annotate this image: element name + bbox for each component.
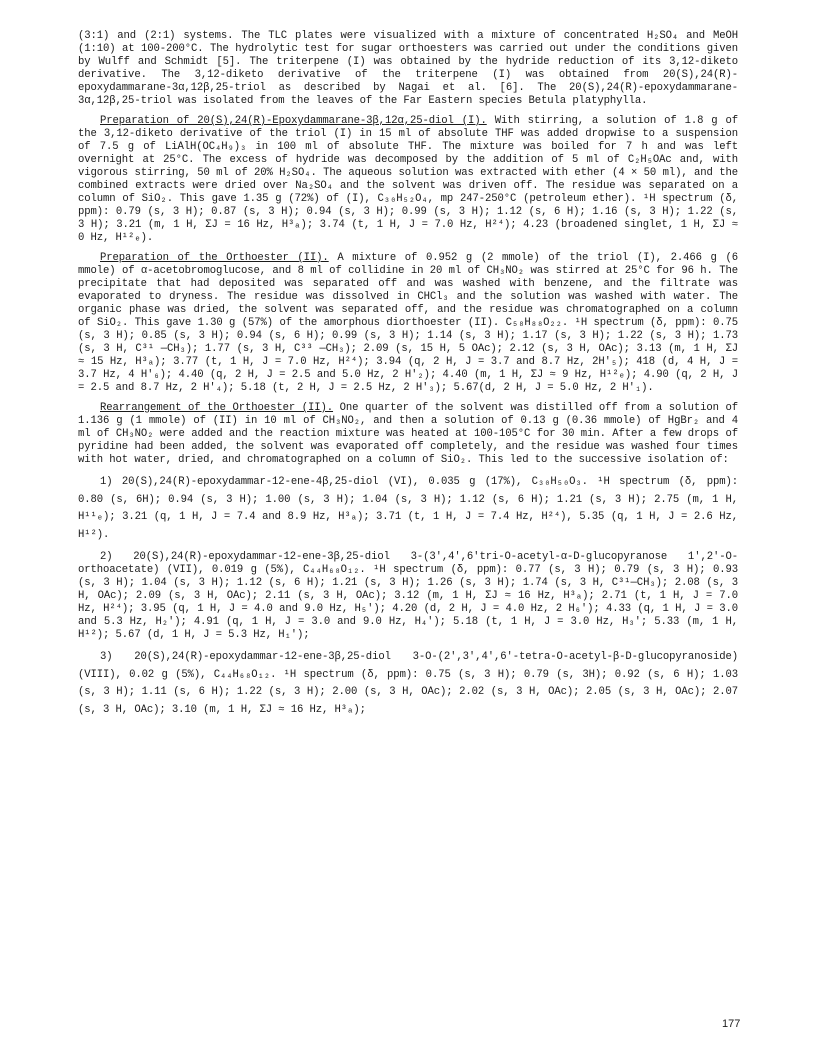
section-preparation-orthoester <box>78 252 738 395</box>
list-item: 3) 20(S),24(R)-epoxydammar-12-ene-3β,25-diol 3-O-(2′,3′,4′,6′-tetra-O-acetyl-β-D-glucopyranoside) (VIII), 0.02 g (5%), C₄₄H₆₈O₁₂. ¹H spectrum (δ, ppm): 0.75 (s, 3 H); 0.79 (s, 3H); 0.92 (s, 6 H); 1.03 (s, 3 H); 1.11 (s, 6 H); 1.22 (s, 3 H); 2.00 (s, 3 H, OAc); 2.02 (s, 3 H, OAc); 2.05 (s, 3 H, OAc); 2.07 (s, 3 H, OAc); 3.10 (m, 1 H, ΣJ ≈ 16 Hz, H³ₐ); <box>78 651 738 716</box>
section-heading: Preparation of the Orthoester (II). <box>100 252 329 264</box>
section-body: With stirring, a solution of 1.8 g of the 3,12-diketo derivative of the triol (I) in 15 ml of absolute THF was added dropwise to a suspension of 7.5 g of LiAlH(OC₄H₉)₃ in 100 ml of absolute THF. The mixture was boiled for 7 h and was left overnight at 25°C. The excess of hydride was decomposed by the addition of 5 ml of C₂H₅OAc and, with vigorous stirring, 50 ml of 20% H₂SO₄. The aqueous solution was extracted with ether (4 × 50 ml), and the combined extracts were dried over Na₂SO₄ and the solvent was driven off. The residue was separated on a column of SiO₂. This gave 1.35 g (72%) of (I), C₃₀H₅₂O₄, mp 247-250°C (petroleum ether). ¹H spectrum (δ, ppm): 0.79 (s, 3 H); 0.87 (s, 3 H); 0.94 (s, 3 H); 0.99 (s, 3 H); 1.12 (s, 6 H); 1.16 (s, 3 H); 1.22 (s, 3 H); 3.21 (m, 1 H, ΣJ = 16 Hz, H³ₐ); 3.74 (t, 1 H, J = 7.0 Hz, H²⁴); 4.23 (broadened singlet, 1 H, ΣJ ≈ 0 Hz, H¹²ₑ). <box>78 115 738 244</box>
page-number: 177 <box>722 1018 741 1030</box>
section-body: One quarter of the solvent was distilled off from a solution of 1.136 g (1 mmole) of (II) in 10 ml of CH₃NO₂, and then a solution of 0.13 g (0.36 mmole) of HgBr₂ and 4 ml of CH₃NO₂ were added and the reaction mixture was heated at 100-105°C for 30 min. After a few drops of pyridine had been added, the solvent was evaporated off completely, and the residue was washed four times with hot water, dried, and chromatographed on a column of SiO₂. This led to the successive isolation of: <box>78 402 738 466</box>
section-heading: Preparation of 20(S),24(R)-Epoxydammarane-3β,12α,25-diol (I). <box>100 115 487 127</box>
list-item: 2) 20(S),24(R)-epoxydammar-12-ene-3β,25-diol 3-(3′,4′,6′tri-O-acetyl-α-D-glucopyranose 1′,2′-O-orthoacetate) (VII), 0.019 g (5%), C₄₄H₆₈O₁₂. ¹H spectrum (δ, ppm): 0.77 (s, 3 H); 0.79 (s, 3 H); 0.93 (s, 3 H); 1.04 (s, 3 H); 1.12 (s, 6 H); 1.21 (s, 3 H); 1.26 (s, 3 H); 1.74 (s, 3 H, C³¹—CH₃); 2.08 (s, 3 H, OAc); 2.09 (s, 3 H, OAc); 2.11 (s, 3 H, OAc); 3.12 (m, 1 H, ΣJ ≈ 16 Hz, H³ₐ); 2.71 (t, 1 H, J = 7.0 Hz, H²⁴); 3.95 (q, 1 H, J = 4.0 and 9.0 Hz, H₅′); 4.20 (d, 2 H, J = 4.0 Hz, 2 H₆′); 4.33 (q, 1 H, J = 3.0 and 5.3 Hz, H₂′); 4.91 (q, 1 H, J = 3.0 and 9.0 Hz, H₄′); 5.18 (t, 1 H, J = 3.0 Hz, H₃′; 5.33 (m, 1 H, H¹²); 5.67 (d, 1 H, J = 5.3 Hz, H₁′); <box>78 551 738 641</box>
document-page <box>78 30 738 719</box>
section-rearrangement <box>78 402 738 467</box>
section-preparation-triol <box>78 115 738 245</box>
list-item: 1) 20(S),24(R)-epoxydammar-12-ene-4β,25-diol (VI), 0.035 g (17%), C₃₀H₅₀O₃. ¹H spectrum (δ, ppm): 0.80 (s, 6H); 0.94 (s, 3 H); 1.00 (s, 3 H); 1.04 (s, 3 H); 1.12 (s, 6 H); 1.21 (s, 3 H); 2.75 (m, 1 H, H¹¹ₑ); 3.21 (q, 1 H, J = 7.4 and 8.9 Hz, H³ₐ); 3.71 (t, 1 H, J = 7.4 Hz, H²⁴), 5.35 (q, 1 H, J = 2.6 Hz, H¹²). <box>78 476 738 541</box>
intro-paragraph: (3:1) and (2:1) systems. The TLC plates were visualized with a mixture of concentrated H₂SO₄ and MeOH (1:10) at 100-200°C. The hydrolytic test for sugar orthoesters was carried out under the conditions given by Wulff and Schmidt [5]. The triterpene (I) was obtained by the hydride reduction of its 3,12-diketo derivative. The 3,12-diketo derivative of the triterpene (I) was obtained from 20(S),24(R)-epoxydammarane-3α,12β,25-triol as described by Nagai et al. [6]. The 20(S),24(R)-epoxydammarane-3α,12β,25-triol was isolated from the leaves of the Far Eastern species Betula platyphylla. <box>78 30 738 107</box>
section-heading: Rearrangement of the Orthoester (II). <box>100 402 334 414</box>
section-body: A mixture of 0.952 g (2 mmole) of the triol (I), 2.466 g (6 mmole) of α-acetobromoglucose, and 8 ml of collidine in 20 ml of CH₃NO₂ was stirred at 25°C for 96 h. The precipitate that had deposited was separated off and was washed with benzene, and the filtrate was evaporated to dryness. The residue was dissolved in CHCl₃ and the solution was washed with water. The organic phase was dried, the solvent was separated off, and the residue was chromatographed on a column of SiO₂. This gave 1.30 g (57%) of the amorphous diorthoester (II). C₅₈H₈₈O₂₂. ¹H spectrum (δ, ppm): 0.75 (s, 3 H); 0.85 (s, 3 H); 0.94 (s, 6 H); 0.99 (s, 3 H); 1.14 (s, 3 H); 1.17 (s, 3 H); 1.22 (s, 3 H); 1.73 (s, 3 H, C³¹ —CH₃); 1.77 (s, 3 H, C³³ —CH₃); 2.09 (s, 15 H, 5 OAc); 2.12 (s, 3 H, OAc); 3.13 (m, 1 H, ΣJ ≈ 15 Hz, H³ₐ); 3.77 (t, 1 H, J = 7.0 Hz, H²⁴); 3.94 (q, 2 H, J = 3.7 and 8.7 Hz, 2H′₅); 418 (d, 4 H, J = 3.7 Hz, 4 H′₆); 4.40 (q, 2 H, J = 2.5 and 5.0 Hz, 2 H′₂); 4.40 (m, 1 H, ΣJ ≈ 9 Hz, H¹²ₑ); 4.90 (q, 2 H, J = 2.5 and 8.7 Hz, 2 H′₄); 5.18 (t, 2 H, J = 2.5 Hz, 2 H′₃); 5.67(d, 2 H, J = 5.0 Hz, 2 H′₁). <box>78 252 738 394</box>
